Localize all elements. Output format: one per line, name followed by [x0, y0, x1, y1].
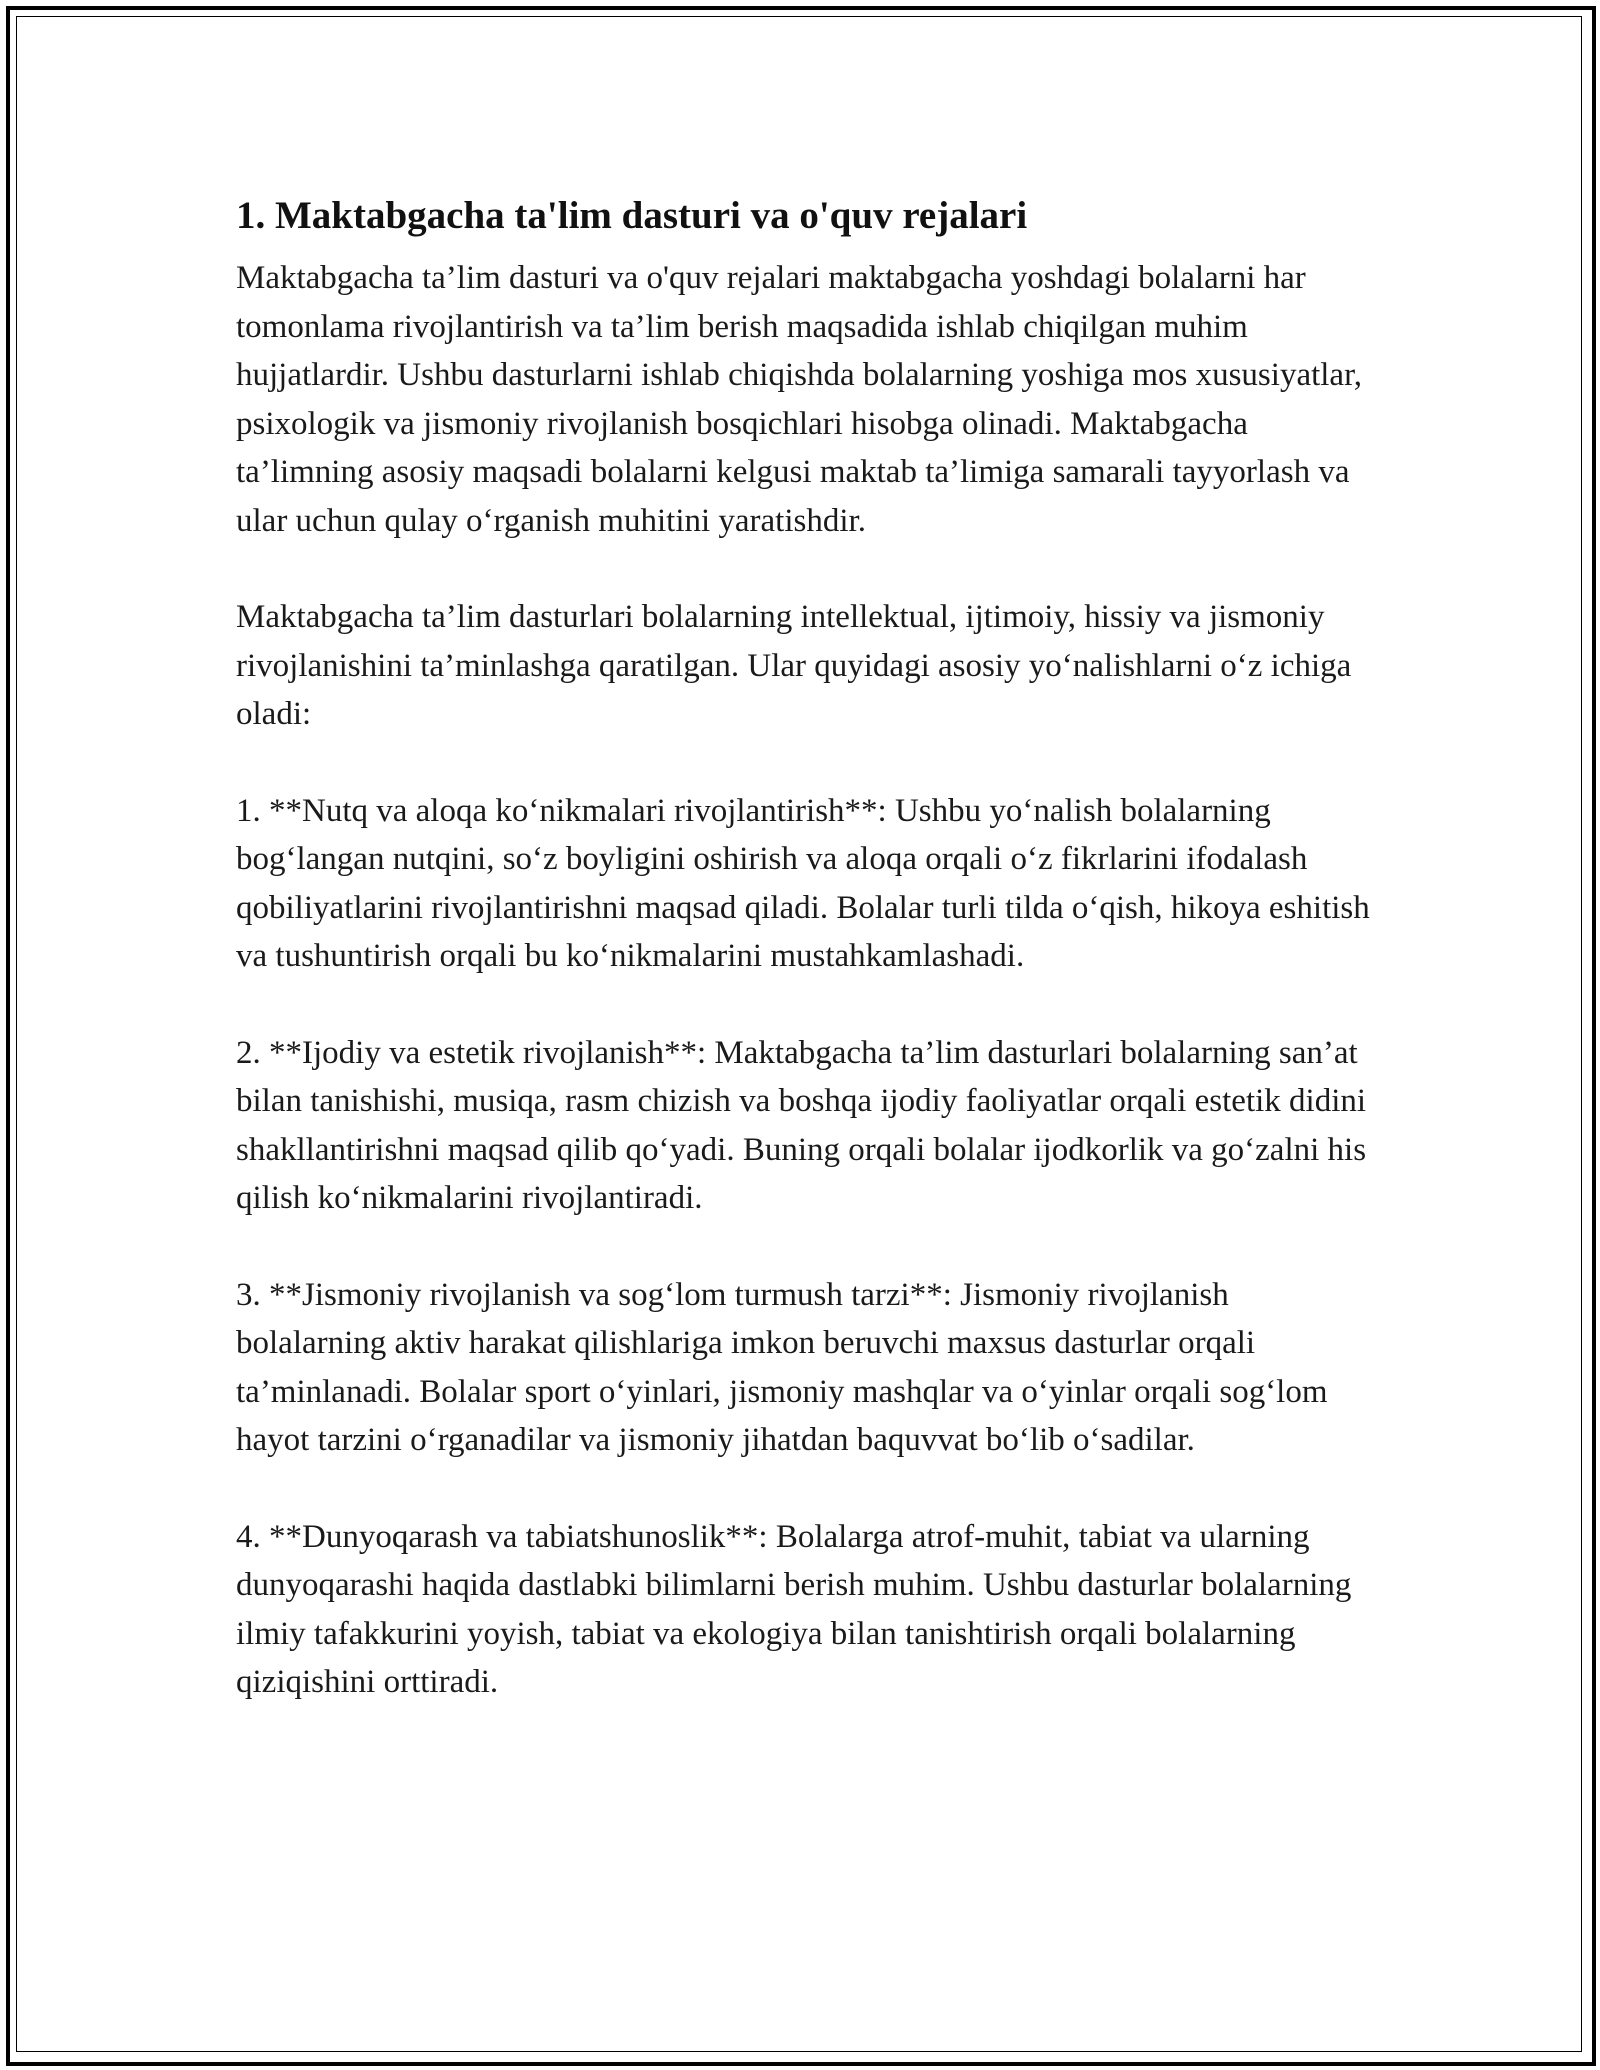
- paragraph-intro: Maktabgacha ta’lim dasturi va o'quv rejalari maktabgacha yoshdagi bolalarni har tomonlama rivojlantirish va ta’lim berish maqsadida ishlab chiqilgan muhim hujjatlardir. Ushbu dasturlarni ishlab chiqishda bolalarning yoshiga mos xususiyatlar, psixologik va jismoniy rivojlanish bosqichlari hisobga olinadi. Maktabgacha ta’limning asosiy maqsadi bolalarni kelgusi maktab ta’limiga samarali tayyorlash va ular uchun qulay o‘rganish muhitini yaratishdir.: [236, 260, 1362, 539]
- document-title: 1. Maktabgacha ta'lim dasturi va o'quv rejalari: [236, 194, 1028, 237]
- document-body: [236, 190, 1376, 1707]
- list-item-creative: 2. **Ijodiy va estetik rivojlanish**: Maktabgacha ta’lim dasturlari bolalarning san’at bilan tanishishi, musiqa, rasm chizish va boshqa ijodiy faoliyatlar orqali estetik didini shakllantirishni maqsad qilib qo‘yadi. Buning orqali bolalar ijodkorlik va go‘zalni his qilish ko‘nikmalarini rivojlantiradi.: [236, 1034, 1367, 1216]
- list-item-speech: 1. **Nutq va aloqa ko‘nikmalari rivojlantirish**: Ushbu yo‘nalish bolalarning bog‘langan nutqini, so‘z boyligini oshirish va aloqa orqali o‘z fikrlarini ifodalash qobiliyatlarini rivojlantirishni maqsad qiladi. Bolalar turli tilda o‘qish, hikoya eshitish va tushuntirish orqali bu ko‘nikmalarini mustahkamlashadi.: [236, 792, 1370, 974]
- list-item-worldview: 4. **Dunyoqarash va tabiatshunoslik**: Bolalarga atrof-muhit, tabiat va ularning dunyoqarashi haqida dastlabki bilimlarni berish muhim. Ushbu dasturlar bolalarning ilmiy tafakkurini yoyish, tabiat va ekologiya bilan tanishtirish orqali bolalarning qiziqishini orttiradi.: [236, 1518, 1352, 1700]
- paragraph-directions: Maktabgacha ta’lim dasturlari bolalarning intellektual, ijtimoiy, hissiy va jismoniy rivojlanishini ta’minlashga qaratilgan. Ular quyidagi asosiy yo‘nalishlarni o‘z ichiga oladi:: [236, 599, 1352, 732]
- list-item-physical: 3. **Jismoniy rivojlanish va sog‘lom turmush tarzi**: Jismoniy rivojlanish bolalarning aktiv harakat qilishlariga imkon beruvchi maxsus dasturlar orqali ta’minlanadi. Bolalar sport o‘yinlari, jismoniy mashqlar va o‘yinlar orqali sog‘lom hayot tarzini o‘rganadilar va jismoniy jihatdan baquvvat bo‘lib o‘sadilar.: [236, 1276, 1328, 1458]
